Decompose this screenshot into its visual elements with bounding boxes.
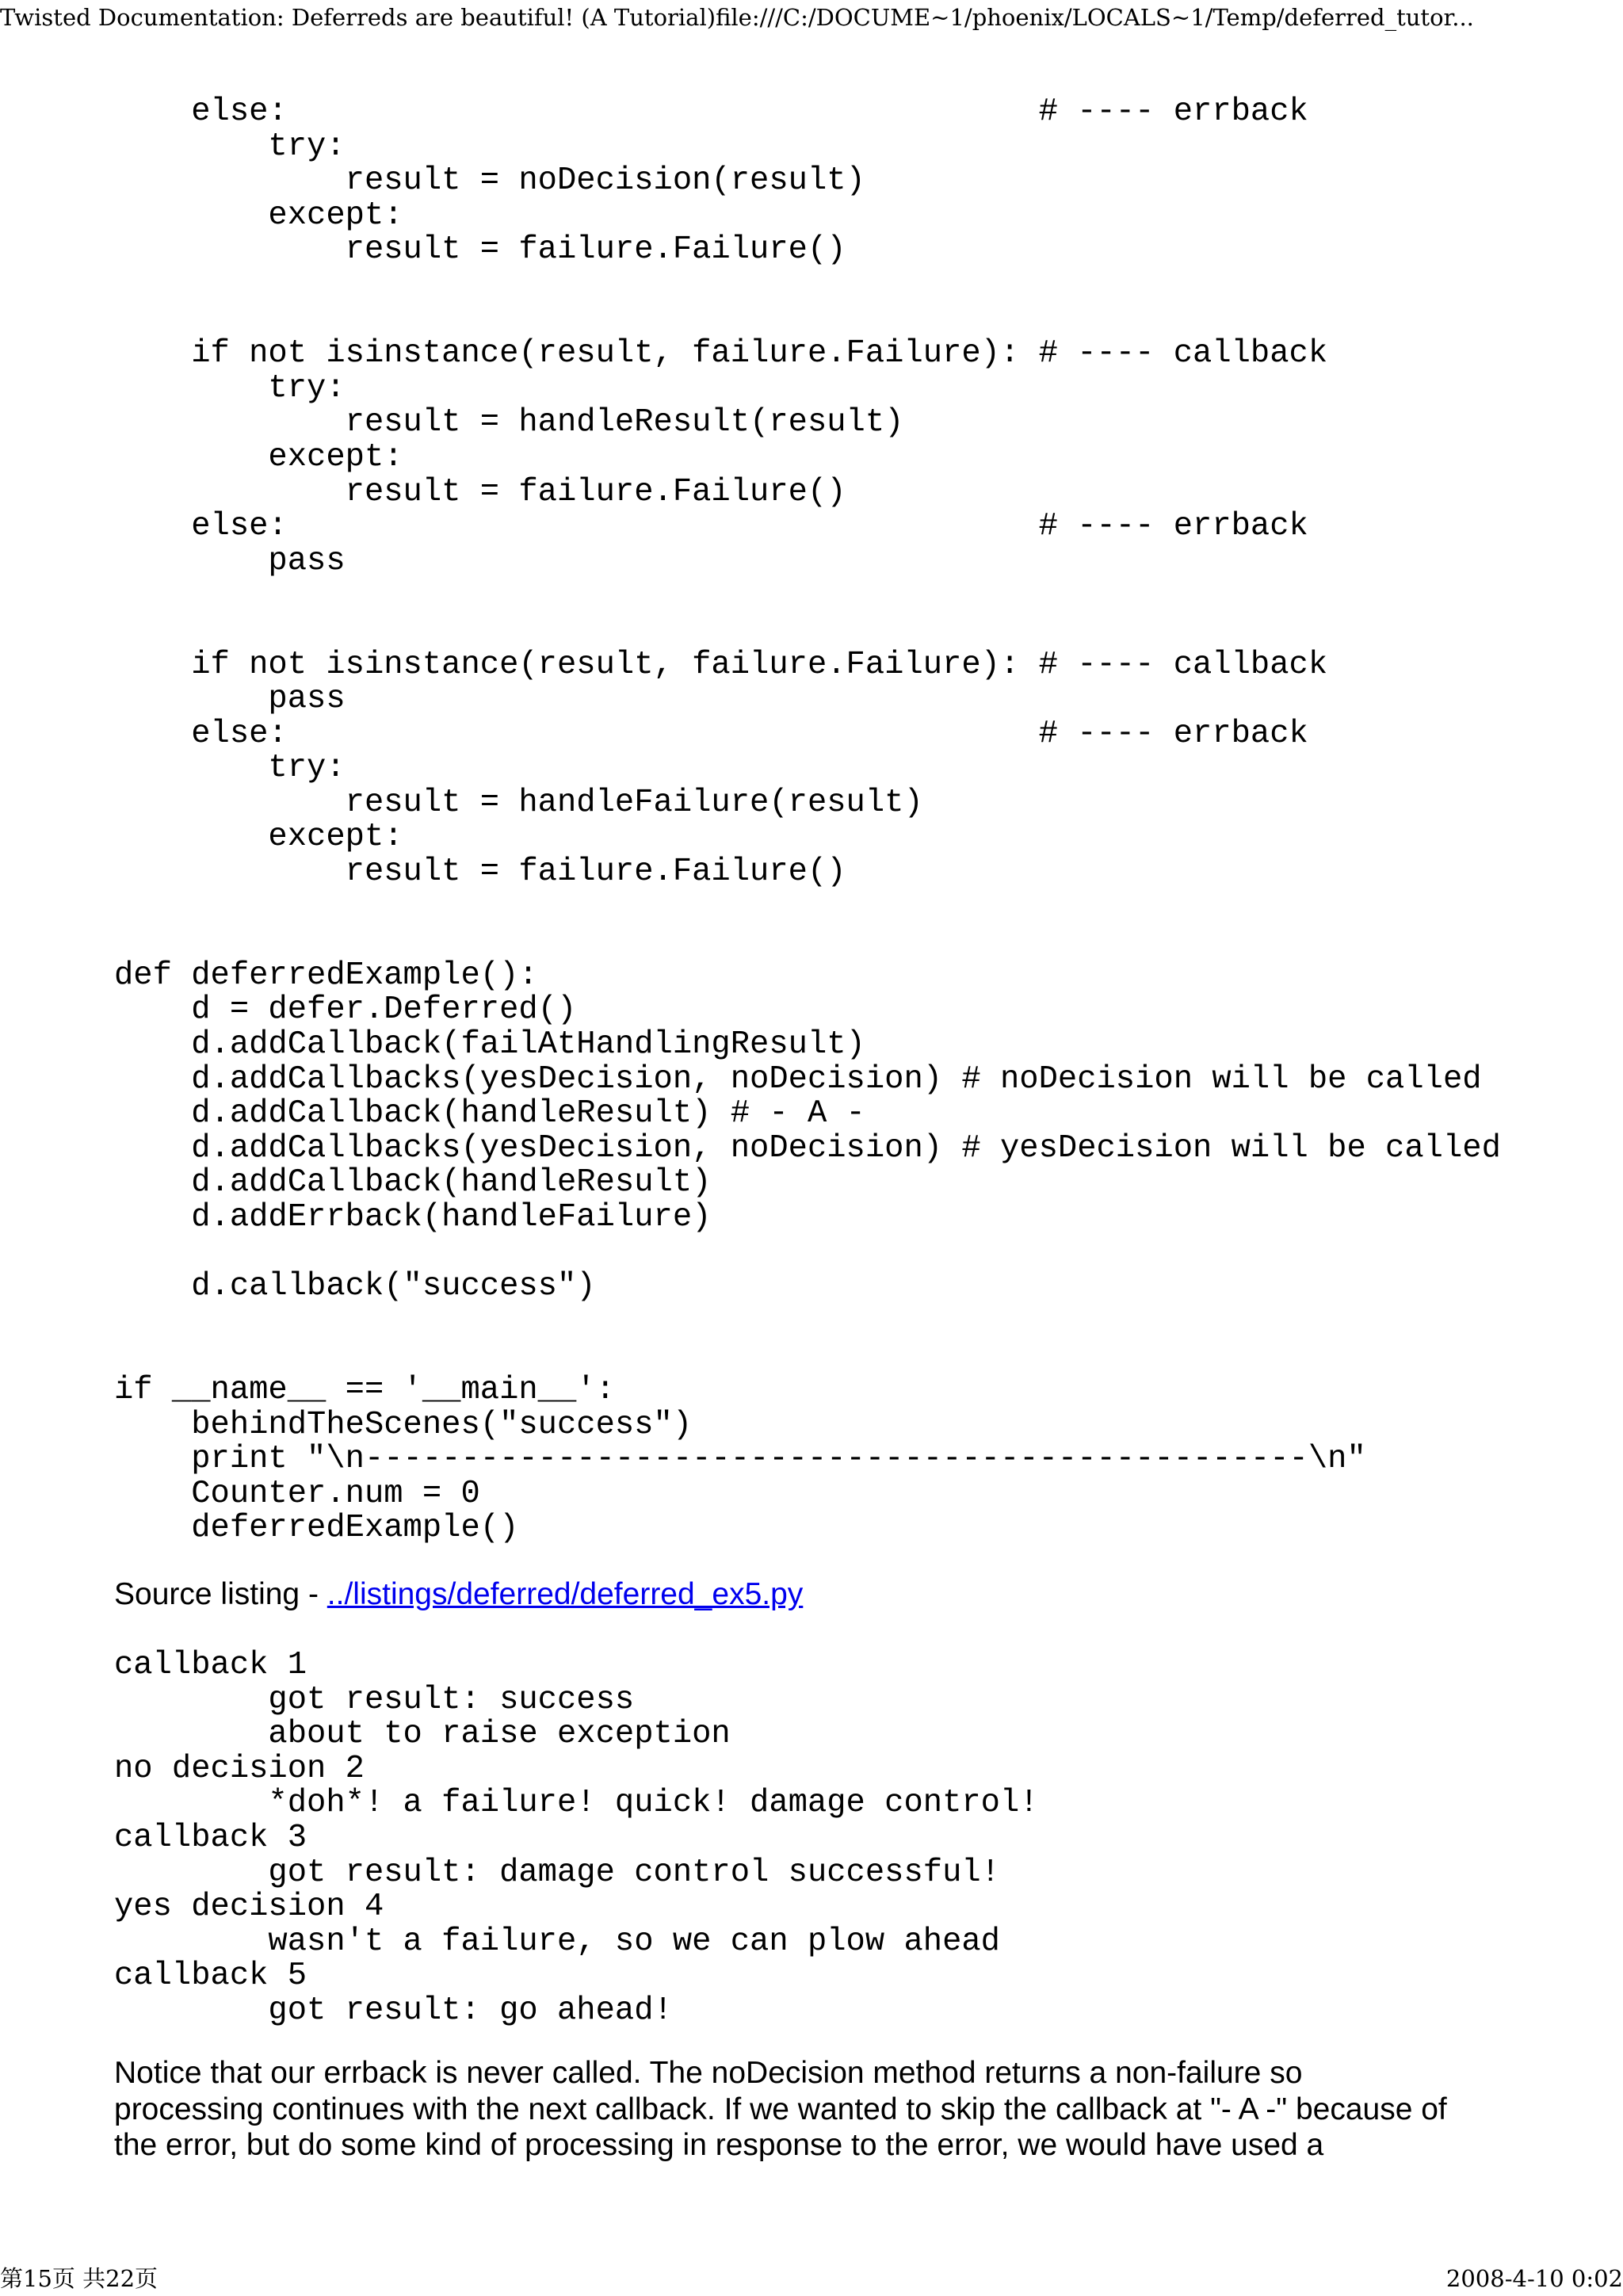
document-title: Twisted Documentation: Deferreds are beautiful! (A Tutorial)	[0, 4, 716, 31]
explanation-paragraph	[114, 2055, 1556, 2164]
program-output: callback 1 got result: success about to raise exception no decision 2 *doh*! a failure! quick! damage control! callback 3 got result: damage control successful! yes decision 4 wasn't a failure, so we can plow ahead callback 5 got result: go ahead!	[114, 1647, 1039, 2029]
page-number: 第15页 共22页	[0, 2265, 158, 2292]
source-listing-line	[114, 1576, 803, 1614]
code-listing: else: # ---- errback try: result = noDecision(result) except: result = failure.Failure() if not isinstance(result, failure.Failure): # ---- callback try: result = handleResult(result) except: result = failure.Failure() else: # ---- errback pass if not isinstance(result, failure.Failure): # ---- callback pass else: # ---- errback try: result = handleFailure(result) except: result = failure.Failure() def deferredExample(): d = defer.Deferred() d.addCallback(failAtHandlingResult) d.addCallbacks(yesDecision, noDecision) # noDecision will be called d.addCallback(handleResult) # - A - d.addCallbacks(yesDecision, noDecision) # yesDecision will be called d.addCallback(handleResult) d.addErrback(handleFailure) d.callback("success") if __name__ == '__main__': behindTheScenes("success") print "\n-------------------------------------------------\n" Counter.num = 0 deferredExample()	[114, 94, 1501, 1547]
print-datetime: 2008-4-10 0:02	[1445, 2265, 1623, 2292]
source-listing-link[interactable]: ../listings/deferred/deferred_ex5.py	[327, 1577, 804, 1611]
source-listing-label: Source listing -	[114, 1577, 327, 1611]
paragraph-line: the error, but do some kind of processing in response to the error, we would have used a	[114, 2128, 1324, 2163]
paragraph-line: Notice that our errback is never called. The noDecision method returns a non-failure so	[114, 2056, 1303, 2090]
print-header	[0, 2, 1623, 33]
paragraph-line: processing continues with the next callback. If we wanted to skip the callback at "- A -" because of	[114, 2092, 1447, 2126]
document-url: file:///C:/DOCUME~1/phoenix/LOCALS~1/Temp/deferred_tutor...	[716, 4, 1474, 31]
